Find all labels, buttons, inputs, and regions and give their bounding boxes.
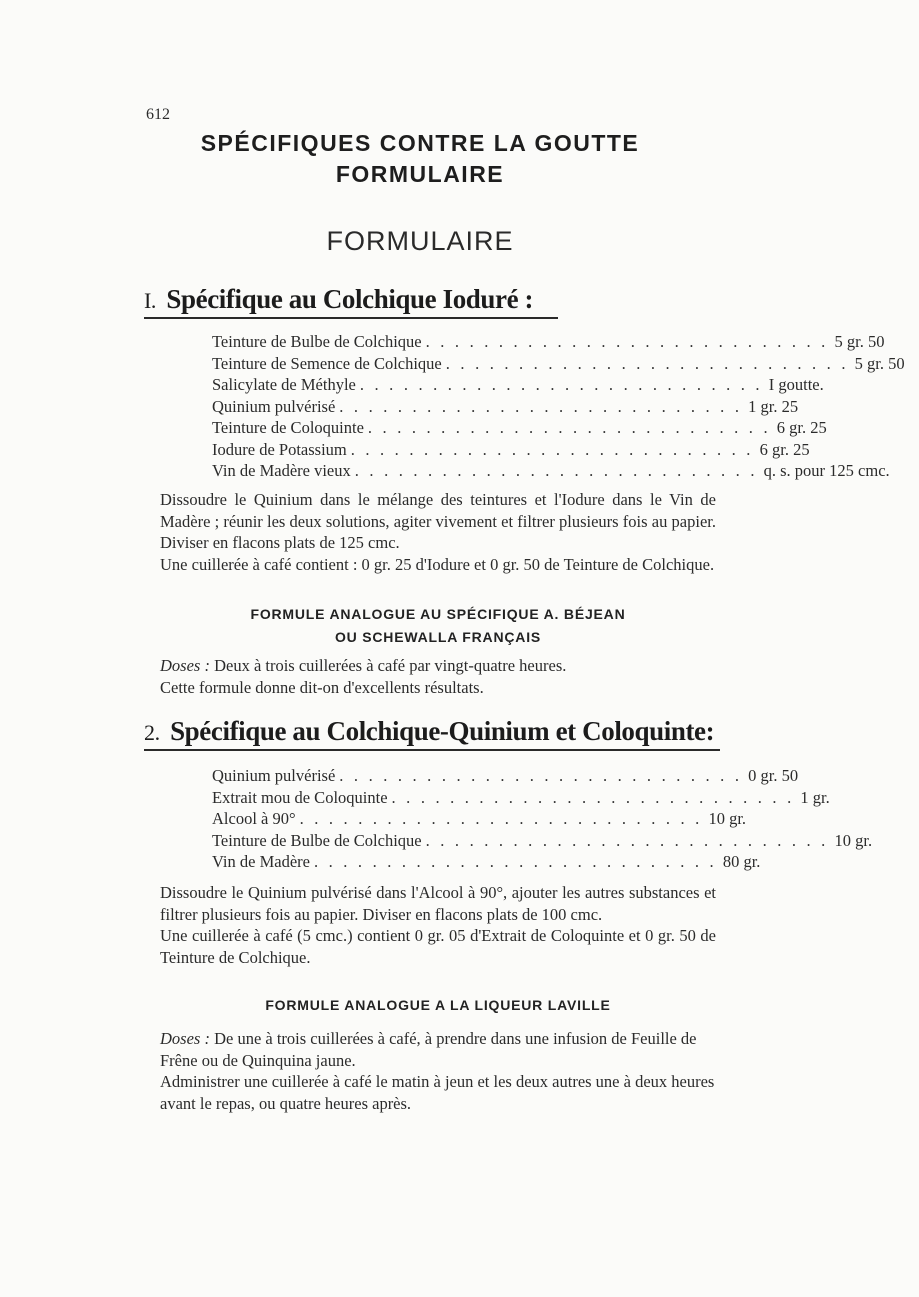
ingredient-qty: 10 gr. [834, 830, 873, 850]
header-line-1: SPÉCIFIQUES CONTRE LA GOUTTE [200, 130, 640, 156]
section-title: FORMULAIRE [326, 226, 514, 256]
ingredient-name: Teinture de Semence de Colchique [212, 353, 442, 373]
leader-dots: . . . . . . . . . . . . . . . . . . . . . . . . . . . . [339, 396, 743, 416]
recipe-note: Administrer une cuillerée à café le matin à jeun et les deux autres une à deux heures avant le repas, ou quatre heures après. [160, 1072, 715, 1113]
doses-label: Doses : [160, 656, 210, 675]
ingredient-row [212, 830, 873, 852]
ingredient-row [212, 396, 799, 418]
recipe-2-instructions [160, 882, 716, 968]
ingredient-name: Vin de Madère vieux [212, 461, 351, 480]
ingredient-qty: 6 gr. 25 [776, 418, 827, 437]
ingredient-qty: 1 gr. 25 [748, 396, 799, 416]
ingredient-row [212, 353, 905, 375]
recipe-1-analogue [160, 603, 716, 649]
leader-dots: . . . . . . . . . . . . . . . . . . . . . . . . . . . . [367, 418, 771, 437]
ingredient-qty: 0 gr. 50 [748, 766, 799, 785]
ingredient-qty: 1 gr. [800, 787, 830, 807]
ingredient-name: Extrait mou de Coloquinte [212, 787, 388, 807]
recipe-2-number: 2. [144, 720, 160, 745]
leader-dots: . . . . . . . . . . . . . . . . . . . . . . . . . . . . [391, 787, 795, 807]
header-line-2: FORMULAIRE [335, 161, 505, 187]
leader-dots: . . . . . . . . . . . . . . . . . . . . . . . . . . . . [425, 830, 829, 850]
leader-dots: . . . . . . . . . . . . . . . . . . . . . . . . . . . . [425, 332, 829, 351]
running-header [140, 128, 700, 190]
doses-text: De une à trois cuillerées à café, à prendre dans une infusion de Feuille de Frêne ou de Quinquina jaune. [160, 1029, 697, 1070]
leader-dots: . . . . . . . . . . . . . . . . . . . . . . . . . . . . [354, 461, 758, 480]
ingredient-name: Teinture de Coloquinte [212, 418, 364, 437]
ingredient-row [212, 374, 824, 396]
leader-dots: . . . . . . . . . . . . . . . . . . . . . . . . . . . . [313, 852, 717, 871]
leader-dots: . . . . . . . . . . . . . . . . . . . . . . . . . . . . [359, 375, 763, 394]
ingredient-row [212, 417, 827, 439]
recipe-1-heading [144, 284, 558, 319]
instruction-paragraph: Dissoudre le Quinium pulvérisé dans l'Alcool à 90°, ajouter les autres substances et filtrer plusieurs fois au papier. Diviser en flacons plats de 100 cmc. [160, 883, 716, 924]
leader-dots: . . . . . . . . . . . . . . . . . . . . . . . . . . . . [445, 353, 849, 373]
ingredient-row [212, 439, 810, 461]
recipe-2-heading [144, 716, 720, 751]
analogue-line-1: FORMULE ANALOGUE AU SPÉCIFIQUE A. BÉJEAN [250, 606, 626, 622]
ingredient-row [212, 331, 885, 353]
ingredient-name: Iodure de Potassium [212, 439, 347, 459]
ingredient-qty: q. s. pour 125 cmc. [763, 461, 890, 480]
ingredient-qty: 10 gr. [708, 809, 747, 828]
recipe-1-title: Spécifique au Colchique Ioduré : [166, 284, 534, 314]
recipe-1-number: I. [144, 288, 157, 313]
instruction-paragraph: Dissoudre le Quinium dans le mélange des teintures et l'Iodure dans le Vin de Madère ; réunir les deux solutions, agiter vivement et filtrer plusieurs fois au papier. Diviser en flacons plats de 125 cmc. [160, 490, 716, 552]
ingredient-name: Salicylate de Méthyle [212, 375, 356, 394]
recipe-1-instructions [160, 489, 716, 575]
ingredient-row [212, 460, 890, 482]
leader-dots: . . . . . . . . . . . . . . . . . . . . . . . . . . . . [299, 809, 703, 828]
ingredient-name: Teinture de Bulbe de Colchique [212, 332, 422, 351]
analogue-line-2: OU SCHEWALLA FRANÇAIS [334, 629, 542, 645]
ingredient-row [212, 765, 799, 787]
page-number: 612 [146, 106, 170, 123]
ingredient-name: Teinture de Bulbe de Colchique [212, 830, 422, 850]
ingredient-row [212, 851, 761, 873]
recipe-note: Cette formule donne dit-on d'excellents résultats. [160, 677, 484, 697]
doses-label: Doses : [160, 1029, 210, 1048]
ingredient-qty: I goutte. [768, 375, 824, 394]
recipe-2-doses [160, 1028, 716, 1114]
recipe-2-ingredients [212, 765, 873, 873]
ingredient-qty: 5 gr. 50 [834, 332, 885, 351]
ingredient-name: Vin de Madère [212, 852, 310, 871]
recipe-2-analogue [160, 994, 716, 1017]
ingredient-row [212, 808, 747, 830]
ingredient-row [212, 787, 830, 809]
recipe-1-ingredients [212, 331, 905, 482]
ingredient-name: Alcool à 90° [212, 809, 296, 828]
recipe-2-title: Spécifique au Colchique-Quinium et Coloquinte: [170, 716, 715, 746]
ingredient-qty: 6 gr. 25 [759, 439, 810, 459]
leader-dots: . . . . . . . . . . . . . . . . . . . . . . . . . . . . [350, 439, 754, 459]
leader-dots: . . . . . . . . . . . . . . . . . . . . . . . . . . . . [339, 766, 743, 785]
doses-text: Deux à trois cuillerées à café par vingt-quatre heures. [209, 656, 567, 675]
analogue-line-1: FORMULE ANALOGUE A LA LIQUEUR LAVILLE [265, 997, 611, 1013]
ingredient-name: Quinium pulvérisé [212, 396, 336, 416]
instruction-paragraph: Une cuillerée à café (5 cmc.) contient 0 gr. 05 d'Extrait de Coloquinte et 0 gr. 50 de Teinture de Colchique. [160, 926, 716, 967]
ingredient-qty: 5 gr. 50 [854, 353, 905, 373]
instruction-paragraph: Une cuillerée à café contient : 0 gr. 25 d'Iodure et 0 gr. 50 de Teinture de Colchique. [160, 554, 715, 574]
ingredient-qty: 80 gr. [722, 852, 761, 871]
ingredient-name: Quinium pulvérisé [212, 766, 336, 785]
recipe-1-doses [160, 655, 716, 698]
